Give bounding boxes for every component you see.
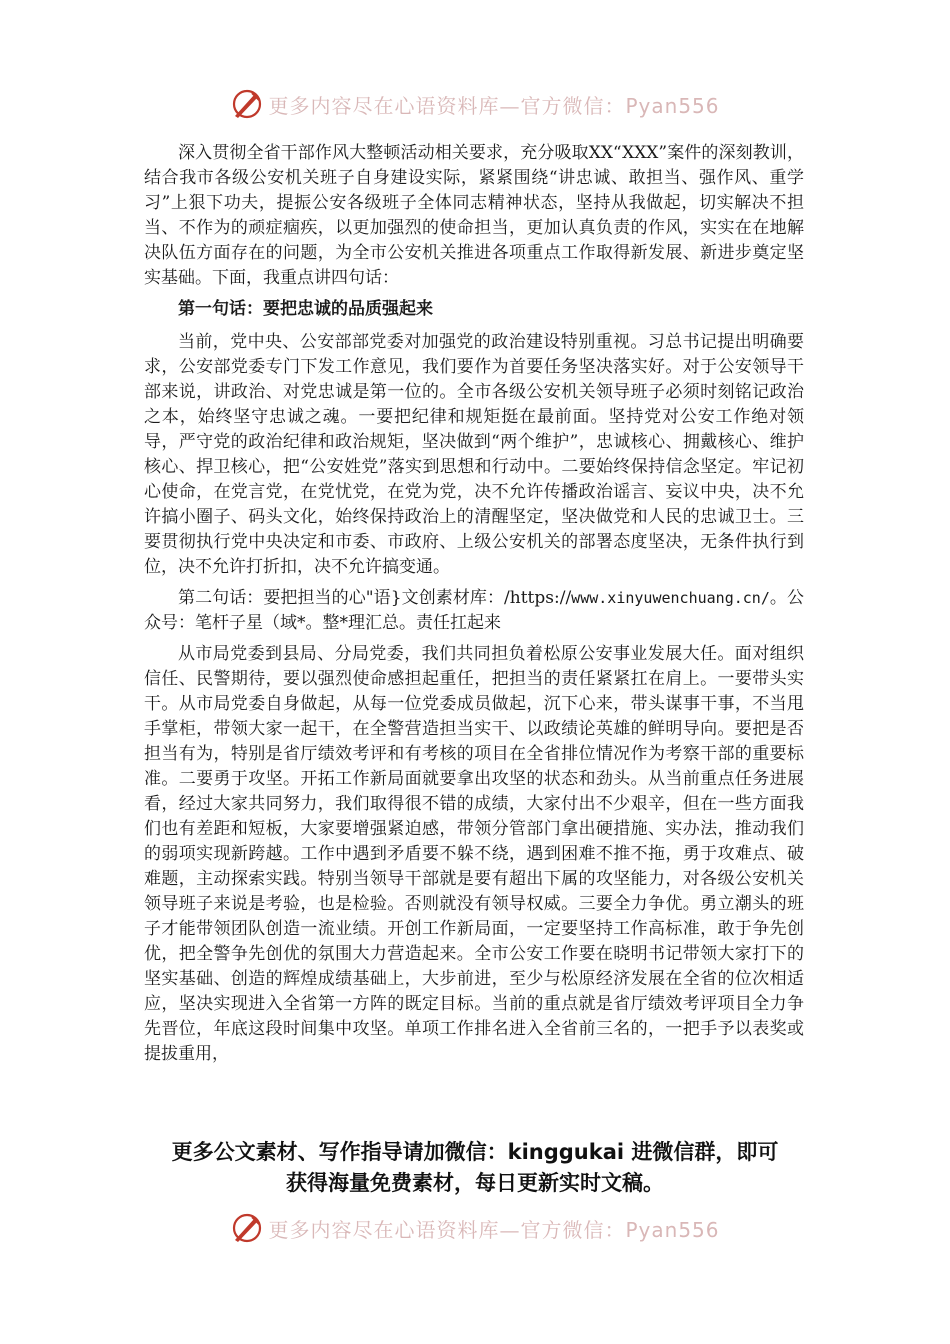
- promo-line-2: 获得海量免费素材，每日更新实时文稿。: [286, 1171, 664, 1195]
- section-1-paragraph: 当前，党中央、公安部部党委对加强党的政治建设特别重视。习总书记提出明确要求，公安部党委专门下发工作意见，我们要作为首要任务坚决落实好。对于公安领导干部来说，讲政治、对党忠诚是第一位的。全市各级公安机关领导班子必须时刻铭记政治之本，始终坚守忠诚之魂。一要把纪律和规矩挺在最前面。坚持党对公安工作绝对领导，严守党的政治纪律和政治规矩，坚决做到“两个维护”，忠诚核心、拥戴核心、维护核心、捍卫核心，把“公安姓党”落实到思想和行动中。二要始终保持信念坚定。牢记初心使命，在党言党，在党忧党，在党为党，决不允许传播政治谣言、妄议中央，决不允许搞小圈子、码头文化，始终保持政治上的清醒坚定，坚决做党和人民的忠诚卫士。三要贯彻执行党中央决定和市委、市政府、上级公安机关的部署态度坚决，无条件执行到位，决不允许打折扣，决不允许搞变通。: [144, 332, 804, 577]
- section-heading-2-part-a: 第二句话：要把担当的心"语}文创素材库：/https://: [178, 588, 572, 608]
- intro-paragraph: 深入贯彻全省干部作风大整顿活动相关要求，充分吸取XX“XXX”案件的深刻教训，结合我市各级公安机关班子自身建设实际，紧紧围绕“讲忠诚、敢担当、强作风、重学习”上狠下功夫，提振公安各级班子全体同志精神状态，坚持从我做起，切实解决不担当、不作为的顽症痼疾，以更加强烈的使命担当，更加认真负责的作风，实实在在地解决队伍方面存在的问题，为全市公安机关推进各项重点工作取得新发展、新进步奠定坚实基础。下面，我重点讲四句话：: [144, 143, 804, 288]
- promo-notice: [100, 1137, 850, 1199]
- banner-text: 更多内容尽在心语资料库—官方微信：Pyan556: [268, 93, 720, 118]
- pen-logo-icon: [230, 1211, 264, 1245]
- header-banner: [0, 84, 950, 124]
- section-heading-2: [144, 586, 804, 636]
- banner-text: 更多内容尽在心语资料库—官方微信：Pyan556: [268, 1217, 720, 1242]
- banner-wechat-id: Pyan556: [625, 1217, 720, 1242]
- section-heading-2-url: www.xinyuwenchuang.cn/: [571, 589, 770, 607]
- pen-logo-icon: [230, 87, 264, 121]
- section-2-paragraph: 从市局党委到县局、分局党委，我们共同担负着松原公安事业发展大任。面对组织信任、民警期待，要以强烈使命感担起重任，把担当的责任紧紧扛在肩上。一要带头实干。从市局党委自身做起，从每一位党委成员做起，沉下心来，带头谋事干事，不当甩手掌柜，带领大家一起干，在全警营造担当实干、以政绩论英雄的鲜明导向。要把是否担当有为，特别是省厅绩效考评和有考核的项目在全省排位情况作为考察干部的重要标准。二要勇于攻坚。开拓工作新局面就要拿出攻坚的状态和劲头。从当前重点任务进展看，经过大家共同努力，我们取得很不错的成绩，大家付出不少艰辛，但在一些方面我们也有差距和短板，大家要增强紧迫感，带领分管部门拿出硬措施、实办法，推动我们的弱项实现新跨越。工作中遇到矛盾要不躲不绕，遇到困难不推不拖，勇于攻难点、破难题，主动探索实践。特别当领导干部就是要有超出下属的攻坚能力，对各级公安机关领导班子来说是考验，也是检验。否则就没有领导权威。三要全力争优。勇立潮头的班子才能带领团队创造一流业绩。开创工作新局面，一定要坚持工作高标准，敢于争先创优，把全警争先创优的氛围大力营造起来。全市公安工作要在晓明书记带领大家打下的坚实基础、创造的辉煌成绩基础上，大步前进，至少与松原经济发展在全省的位次相适应，坚决实现进入全省第一方阵的既定目标。当前的重点就是省厅绩效考评项目全力争先晋位，年底这段时间集中攻坚。单项工作排名进入全省前三名的，一把手予以表奖或提拔重用，: [144, 644, 804, 1064]
- footer-banner: [0, 1208, 950, 1248]
- promo-line-1: 更多公文素材、写作指导请加微信：kinggukai 进微信群，即可: [171, 1140, 779, 1164]
- section-heading-2-part-b: 。公众号：笔杆子星（域*。整*理汇总。责任扛起来: [144, 588, 804, 633]
- section-heading-1: 第一句话：要把忠诚的品质强起来: [178, 299, 433, 319]
- document-body: [144, 141, 804, 1073]
- banner-wechat-id: Pyan556: [625, 93, 720, 118]
